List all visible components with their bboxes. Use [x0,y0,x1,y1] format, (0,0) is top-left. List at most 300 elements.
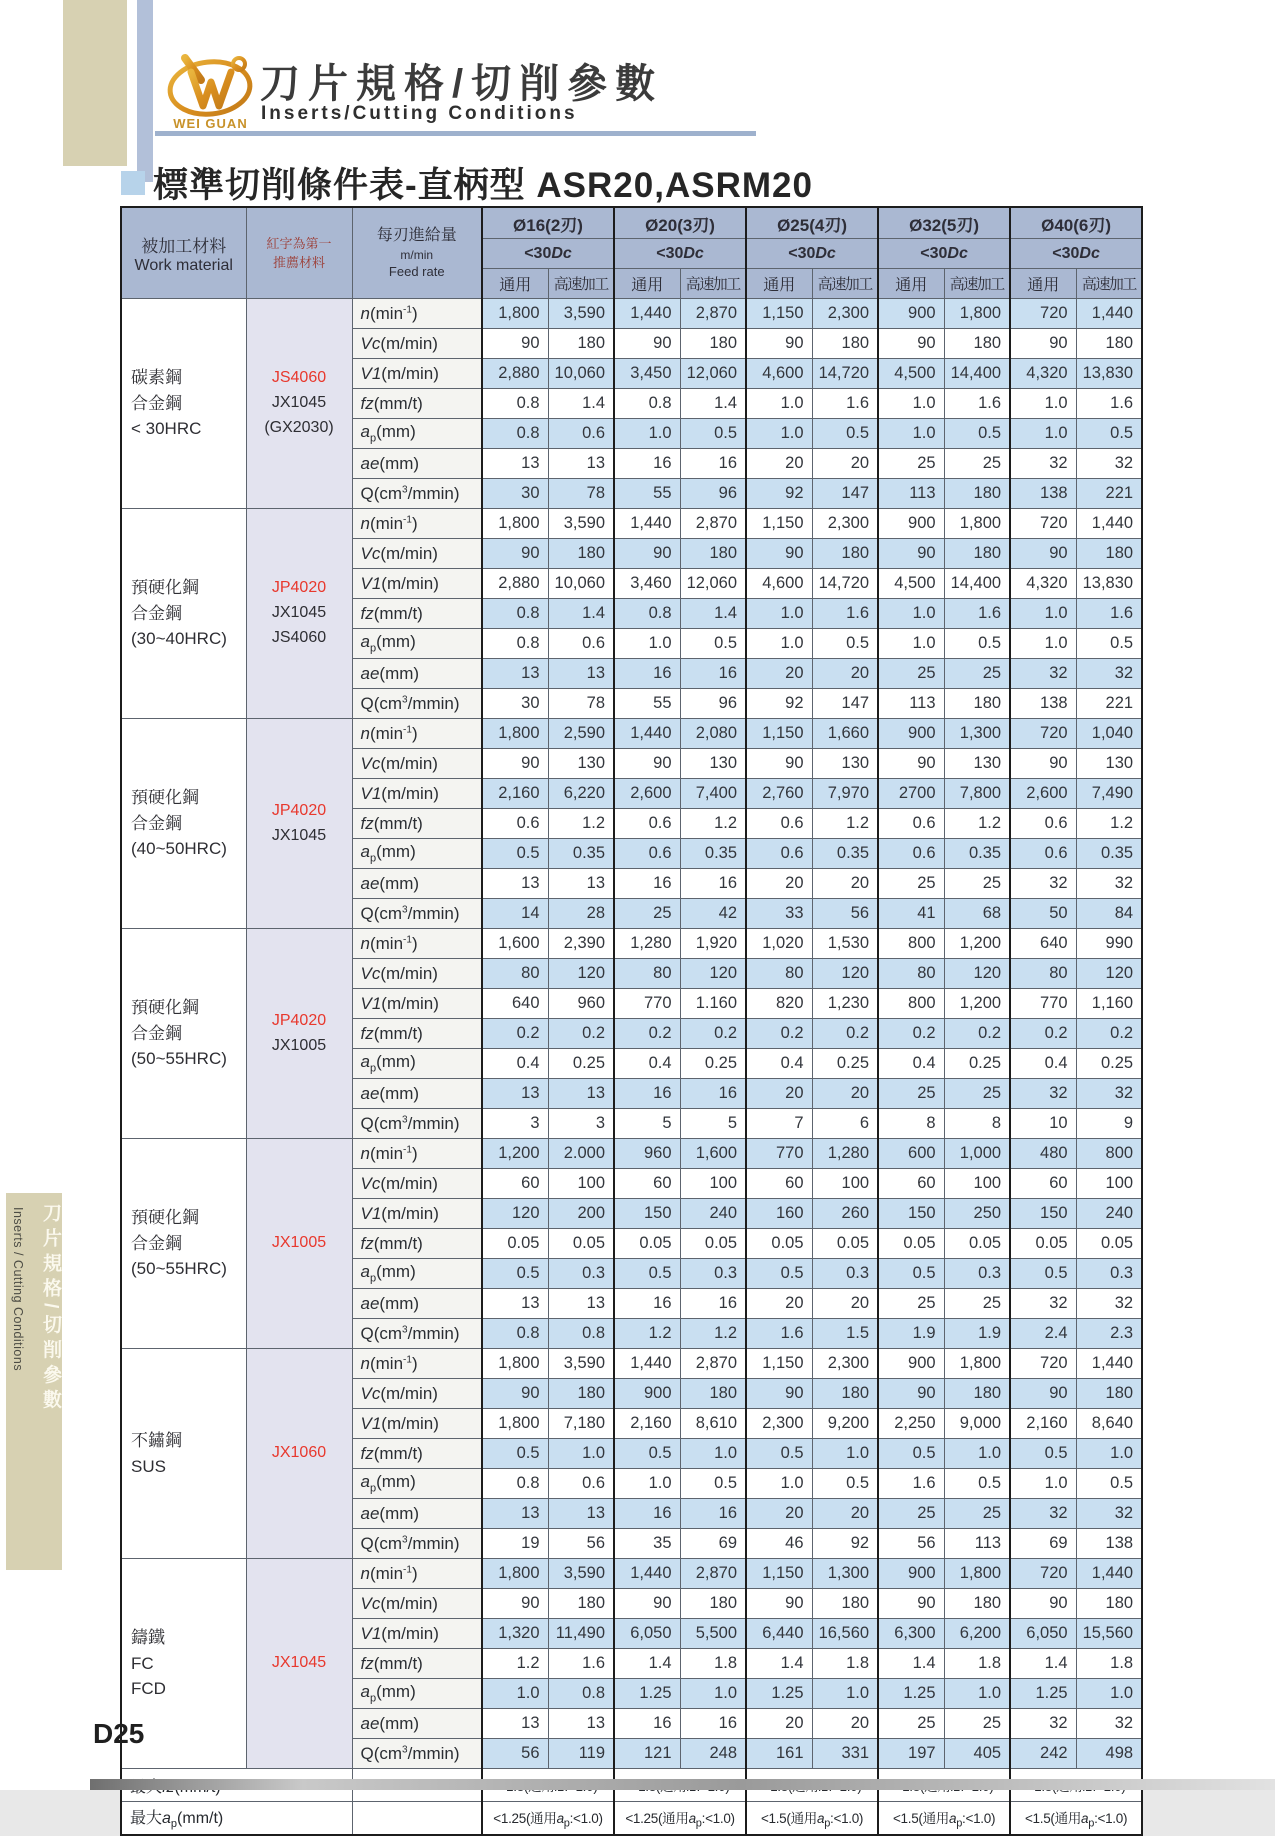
value-cell: 56 [878,1529,944,1559]
value-cell: 1,200 [944,929,1010,959]
value-cell: 84 [1076,899,1142,929]
cutting-conditions-table [120,206,1143,1836]
value-cell: 42 [680,899,746,929]
value-cell: 113 [944,1529,1010,1559]
value-cell: 1,600 [680,1139,746,1169]
value-cell: 820 [746,989,812,1019]
value-cell: 6,220 [548,779,614,809]
value-cell: 0.5 [680,1469,746,1499]
value-cell: 1.4 [548,599,614,629]
header-recommend: 紅字為第一 推薦材料 [246,207,352,299]
value-cell: 1.8 [812,1649,878,1679]
value-cell: 180 [1076,329,1142,359]
value-cell: 248 [680,1739,746,1769]
value-cell: 92 [812,1529,878,1559]
table-row [121,299,1142,329]
row-label: ae(mm) [352,659,482,689]
value-cell: 1,800 [944,1349,1010,1379]
value-cell: 32 [1010,1079,1076,1109]
value-cell: 10,060 [548,359,614,389]
value-cell: 180 [548,1379,614,1409]
value-cell: 0.6 [746,839,812,869]
value-cell: 240 [680,1199,746,1229]
row-label: $n(\min^{-1})$ [352,929,482,959]
grade-cell-2: JP4020 JX1045 JS4060 [246,509,352,719]
value-cell: 20 [812,1709,878,1739]
value-cell: 60 [878,1169,944,1199]
value-cell: 0.2 [1076,1019,1142,1049]
value-cell: 0.5 [812,419,878,449]
value-cell: 13 [482,1499,548,1529]
value-cell: 1.0 [1010,389,1076,419]
row-label: $n(\min^{-1})$ [352,1349,482,1379]
row-label: $Q(cm^3/mmin)$ [352,899,482,929]
row-label: Vc(m/min) [352,1169,482,1199]
value-cell: 0.2 [1010,1019,1076,1049]
value-cell: 990 [1076,929,1142,959]
value-cell: 1,150 [746,299,812,329]
value-cell: 161 [746,1739,812,1769]
value-cell: 1.4 [1010,1649,1076,1679]
value-cell: 1,800 [944,1559,1010,1589]
value-cell: 13 [482,659,548,689]
value-cell: 1.6 [944,599,1010,629]
value-cell: 90 [746,1379,812,1409]
value-cell: 0.2 [746,1019,812,1049]
value-cell: 2,300 [812,509,878,539]
value-cell: 25 [944,1289,1010,1319]
value-cell: 0.8 [482,1319,548,1349]
value-cell: 90 [614,749,680,779]
value-cell: 0.3 [812,1259,878,1289]
value-cell: 120 [812,959,878,989]
value-cell: 1.0 [944,1439,1010,1469]
value-cell: 1.0 [680,1439,746,1469]
row-label: V1(m/min) [352,1199,482,1229]
value-cell: 1.0 [614,1469,680,1499]
value-cell: 1,800 [482,1349,548,1379]
value-cell: 1,440 [614,509,680,539]
value-cell: 900 [878,719,944,749]
value-cell: 30 [482,689,548,719]
row-label: V1(m/min) [352,569,482,599]
value-cell: 1,440 [1076,1349,1142,1379]
footer-value: <1.25(通用$a_p:<1.0$) [614,1802,746,1836]
value-cell: 9,000 [944,1409,1010,1439]
value-cell: 1,800 [482,1559,548,1589]
value-cell: 1.25 [746,1679,812,1709]
value-cell: 25 [878,449,944,479]
value-cell: 90 [878,329,944,359]
grade-cell-3: JP4020 JX1045 [246,719,352,929]
value-cell: 0.5 [482,1259,548,1289]
value-cell: 0.25 [812,1049,878,1079]
value-cell: 250 [944,1199,1010,1229]
value-cell: 20 [746,1709,812,1739]
header-mode-general-2: 通用 [614,269,680,299]
value-cell: 180 [1076,1589,1142,1619]
value-cell: 1,800 [944,509,1010,539]
value-cell: 1,160 [1076,989,1142,1019]
value-cell: 41 [878,899,944,929]
value-cell: 147 [812,479,878,509]
value-cell: 0.5 [1010,1259,1076,1289]
row-label: $Q(cm^3/mmin)$ [352,479,482,509]
row-label: ae(mm) [352,449,482,479]
value-cell: 0.05 [614,1229,680,1259]
value-cell: 2,160 [482,779,548,809]
value-cell: 1,280 [812,1139,878,1169]
value-cell: 180 [944,1379,1010,1409]
value-cell: 2,760 [746,779,812,809]
value-cell: 13 [548,1079,614,1109]
value-cell: 1,440 [1076,1559,1142,1589]
value-cell: 180 [944,329,1010,359]
row-label: $n(\min^{-1})$ [352,299,482,329]
value-cell: 20 [812,659,878,689]
value-cell: 90 [746,1589,812,1619]
value-cell: 12,060 [680,359,746,389]
value-cell: 0.6 [548,419,614,449]
value-cell: 0.3 [1076,1259,1142,1289]
value-cell: 16 [614,1709,680,1739]
value-cell: 2,160 [614,1409,680,1439]
value-cell: 100 [944,1169,1010,1199]
value-cell: 1,440 [1076,509,1142,539]
value-cell: 25 [878,659,944,689]
header-feed-rate: 每刃進給量 m/min Feed rate [352,207,482,299]
value-cell: 720 [1010,1349,1076,1379]
value-cell: 13,830 [1076,569,1142,599]
value-cell: 1.4 [878,1649,944,1679]
value-cell: 35 [614,1529,680,1559]
value-cell: 2,600 [614,779,680,809]
value-cell: 200 [548,1199,614,1229]
value-cell: 6,050 [614,1619,680,1649]
row-label: V1(m/min) [352,1619,482,1649]
value-cell: 16 [680,869,746,899]
value-cell: 90 [614,329,680,359]
value-cell: 640 [482,989,548,1019]
value-cell: 180 [944,1589,1010,1619]
value-cell: 260 [812,1199,878,1229]
value-cell: 0.5 [680,629,746,659]
value-cell: 20 [746,1079,812,1109]
value-cell: 242 [1010,1739,1076,1769]
value-cell: 800 [878,929,944,959]
value-cell: 16 [680,449,746,479]
row-label: V1(m/min) [352,1409,482,1439]
value-cell: 1,020 [746,929,812,959]
value-cell: 120 [944,959,1010,989]
value-cell: 2,600 [1010,779,1076,809]
value-cell: 1.6 [746,1319,812,1349]
value-cell: 0.2 [548,1019,614,1049]
value-cell: 80 [482,959,548,989]
value-cell: 14,720 [812,569,878,599]
weiguan-logo [163,48,258,138]
value-cell: 0.05 [812,1229,878,1259]
value-cell: 120 [482,1199,548,1229]
value-cell: 16 [614,1499,680,1529]
value-cell: 90 [878,749,944,779]
value-cell: 0.2 [812,1019,878,1049]
value-cell: 14,720 [812,359,878,389]
header-mode-highspeed-2: 高速加工 [680,269,746,299]
value-cell: 13 [482,869,548,899]
header-dc-1: <30Dc [482,239,614,269]
value-cell: 90 [746,539,812,569]
row-label: ae(mm) [352,1709,482,1739]
value-cell: 0.8 [482,1469,548,1499]
row-label: fz(mm/t) [352,1229,482,1259]
logo-mark-icon [163,48,258,118]
value-cell: 720 [1010,719,1076,749]
header-mode-general-1: 通用 [482,269,548,299]
value-cell: 16 [614,1079,680,1109]
value-cell: 8 [944,1109,1010,1139]
value-cell: 0.05 [878,1229,944,1259]
value-cell: 32 [1076,869,1142,899]
header-mode-general-4: 通用 [878,269,944,299]
value-cell: 25 [878,1709,944,1739]
row-label: $a_p(mm)$ [352,1679,482,1709]
value-cell: 960 [614,1139,680,1169]
page-subtitle: Inserts/Cutting Conditions [261,103,578,124]
value-cell: 13 [482,1079,548,1109]
material-cell-5: 預硬化鋼 合金鋼 (50~55HRC) [121,1139,246,1349]
row-label: ae(mm) [352,1499,482,1529]
value-cell: 1.6 [1076,389,1142,419]
value-cell: 25 [878,1079,944,1109]
row-label: $Q(cm^3/mmin)$ [352,1319,482,1349]
value-cell: 60 [482,1169,548,1199]
value-cell: 0.3 [944,1259,1010,1289]
value-cell: 2,870 [680,509,746,539]
top-left-tan-band [63,0,127,166]
value-cell: 150 [614,1199,680,1229]
value-cell: 0.6 [614,839,680,869]
value-cell: 1.6 [812,389,878,419]
value-cell: 221 [1076,689,1142,719]
value-cell: 8,610 [680,1409,746,1439]
value-cell: 2.000 [548,1139,614,1169]
value-cell: 1.2 [482,1649,548,1679]
value-cell: 0.3 [548,1259,614,1289]
value-cell: 90 [1010,1379,1076,1409]
value-cell: 1,300 [944,719,1010,749]
material-cell-4: 預硬化鋼 合金鋼 (50~55HRC) [121,929,246,1139]
value-cell: 1.8 [1076,1649,1142,1679]
value-cell: 20 [812,1499,878,1529]
value-cell: 100 [680,1169,746,1199]
value-cell: 16 [680,1079,746,1109]
value-cell: 160 [746,1199,812,1229]
value-cell: 78 [548,479,614,509]
value-cell: 90 [878,1589,944,1619]
value-cell: 240 [1076,1199,1142,1229]
value-cell: 4,320 [1010,569,1076,599]
value-cell: 1.0 [614,629,680,659]
value-cell: 56 [548,1529,614,1559]
value-cell: 2,880 [482,359,548,389]
value-cell: 20 [746,449,812,479]
value-cell: 1,000 [944,1139,1010,1169]
value-cell: 770 [614,989,680,1019]
value-cell: 1.25 [878,1679,944,1709]
value-cell: 90 [614,1589,680,1619]
value-cell: 90 [482,539,548,569]
value-cell: 1.0 [614,419,680,449]
value-cell: 130 [944,749,1010,779]
value-cell: 180 [944,479,1010,509]
value-cell: 0.5 [1076,1469,1142,1499]
value-cell: 1.25 [1010,1679,1076,1709]
footer-empty-2 [352,1802,482,1836]
value-cell: 1,920 [680,929,746,959]
value-cell: 4,500 [878,359,944,389]
value-cell: 0.5 [482,1439,548,1469]
footer-value: <1.5(通用$a_p:<1.0$) [878,1802,1010,1836]
value-cell: 5 [680,1109,746,1139]
value-cell: 90 [1010,749,1076,779]
value-cell: 1,440 [614,719,680,749]
value-cell: 720 [1010,509,1076,539]
value-cell: 16 [614,449,680,479]
value-cell: 13 [548,449,614,479]
value-cell: 0.25 [944,1049,1010,1079]
table-row [121,719,1142,749]
value-cell: 20 [746,659,812,689]
value-cell: 2,870 [680,299,746,329]
header-dc-4: <30Dc [878,239,1010,269]
value-cell: 0.5 [1076,419,1142,449]
value-cell: 32 [1076,1289,1142,1319]
value-cell: 3,590 [548,1559,614,1589]
value-cell: 147 [812,689,878,719]
header-rule [155,131,756,136]
value-cell: 180 [1076,539,1142,569]
value-cell: 0.2 [944,1019,1010,1049]
value-cell: 3,460 [614,569,680,599]
grade-cell-6: JX1060 [246,1349,352,1559]
value-cell: 90 [878,539,944,569]
value-cell: 90 [482,1379,548,1409]
value-cell: 60 [1010,1169,1076,1199]
bottom-bar [90,1779,1275,1790]
value-cell: 0.2 [878,1019,944,1049]
value-cell: 1.0 [1076,1679,1142,1709]
value-cell: 0.25 [680,1049,746,1079]
value-cell: 0.35 [680,839,746,869]
value-cell: 14,400 [944,569,1010,599]
value-cell: 16 [614,1289,680,1319]
value-cell: 1,800 [944,299,1010,329]
section-bullet [121,171,145,195]
value-cell: 2.4 [1010,1319,1076,1349]
value-cell: 1.0 [812,1679,878,1709]
value-cell: 1.2 [680,809,746,839]
value-cell: 138 [1076,1529,1142,1559]
material-cell-6: 不鏽鋼 SUS [121,1349,246,1559]
value-cell: 180 [548,539,614,569]
row-label: Vc(m/min) [352,1379,482,1409]
header-diameter-1: Ø16(2刃) [482,207,614,239]
value-cell: 25 [944,1499,1010,1529]
value-cell: 13 [548,1709,614,1739]
value-cell: 2,590 [548,719,614,749]
value-cell: 20 [746,869,812,899]
value-cell: 1.4 [746,1649,812,1679]
value-cell: 60 [746,1169,812,1199]
value-cell: 0.4 [878,1049,944,1079]
value-cell: 0.8 [614,389,680,419]
value-cell: 0.6 [878,809,944,839]
value-cell: 331 [812,1739,878,1769]
value-cell: 180 [680,539,746,569]
value-cell: 13,830 [1076,359,1142,389]
value-cell: 0.8 [482,389,548,419]
value-cell: 6,200 [944,1619,1010,1649]
value-cell: 2,160 [1010,1409,1076,1439]
value-cell: 1.25 [614,1679,680,1709]
value-cell: 1.9 [878,1319,944,1349]
value-cell: 30 [482,479,548,509]
value-cell: 100 [548,1169,614,1199]
value-cell: 1.6 [878,1469,944,1499]
value-cell: 1,200 [944,989,1010,1019]
row-label: fz(mm/t) [352,599,482,629]
header-dc-5: <30Dc [1010,239,1142,269]
value-cell: 100 [812,1169,878,1199]
value-cell: 0.2 [680,1019,746,1049]
value-cell: 1.0 [878,599,944,629]
value-cell: 0.5 [614,1439,680,1469]
value-cell: 4,600 [746,569,812,599]
value-cell: 0.5 [944,1469,1010,1499]
value-cell: 180 [944,689,1010,719]
header-work-material: 被加工材料 Work material [121,207,246,299]
value-cell: 20 [812,869,878,899]
value-cell: 0.8 [482,419,548,449]
value-cell: 0.5 [1076,629,1142,659]
value-cell: 0.05 [1010,1229,1076,1259]
value-cell: 0.25 [1076,1049,1142,1079]
value-cell: 1,440 [1076,299,1142,329]
value-cell: 1.0 [812,1439,878,1469]
value-cell: 0.35 [944,839,1010,869]
value-cell: 2,080 [680,719,746,749]
section-title-model: ASR20,ASRM20 [536,166,813,205]
value-cell: 11,490 [548,1619,614,1649]
value-cell: 113 [878,479,944,509]
row-label: V1(m/min) [352,989,482,1019]
value-cell: 1.0 [878,419,944,449]
value-cell: 16 [680,1499,746,1529]
value-cell: 1.2 [1076,809,1142,839]
value-cell: 5,500 [680,1619,746,1649]
value-cell: 15,560 [1076,1619,1142,1649]
value-cell: 5 [614,1109,680,1139]
value-cell: 4,500 [878,569,944,599]
value-cell: 56 [482,1739,548,1769]
value-cell: 32 [1076,659,1142,689]
grade-cell-5: JX1005 [246,1139,352,1349]
value-cell: 2,870 [680,1349,746,1379]
value-cell: 10 [1010,1109,1076,1139]
value-cell: 1,440 [614,1559,680,1589]
row-label: $n(\min^{-1})$ [352,1139,482,1169]
